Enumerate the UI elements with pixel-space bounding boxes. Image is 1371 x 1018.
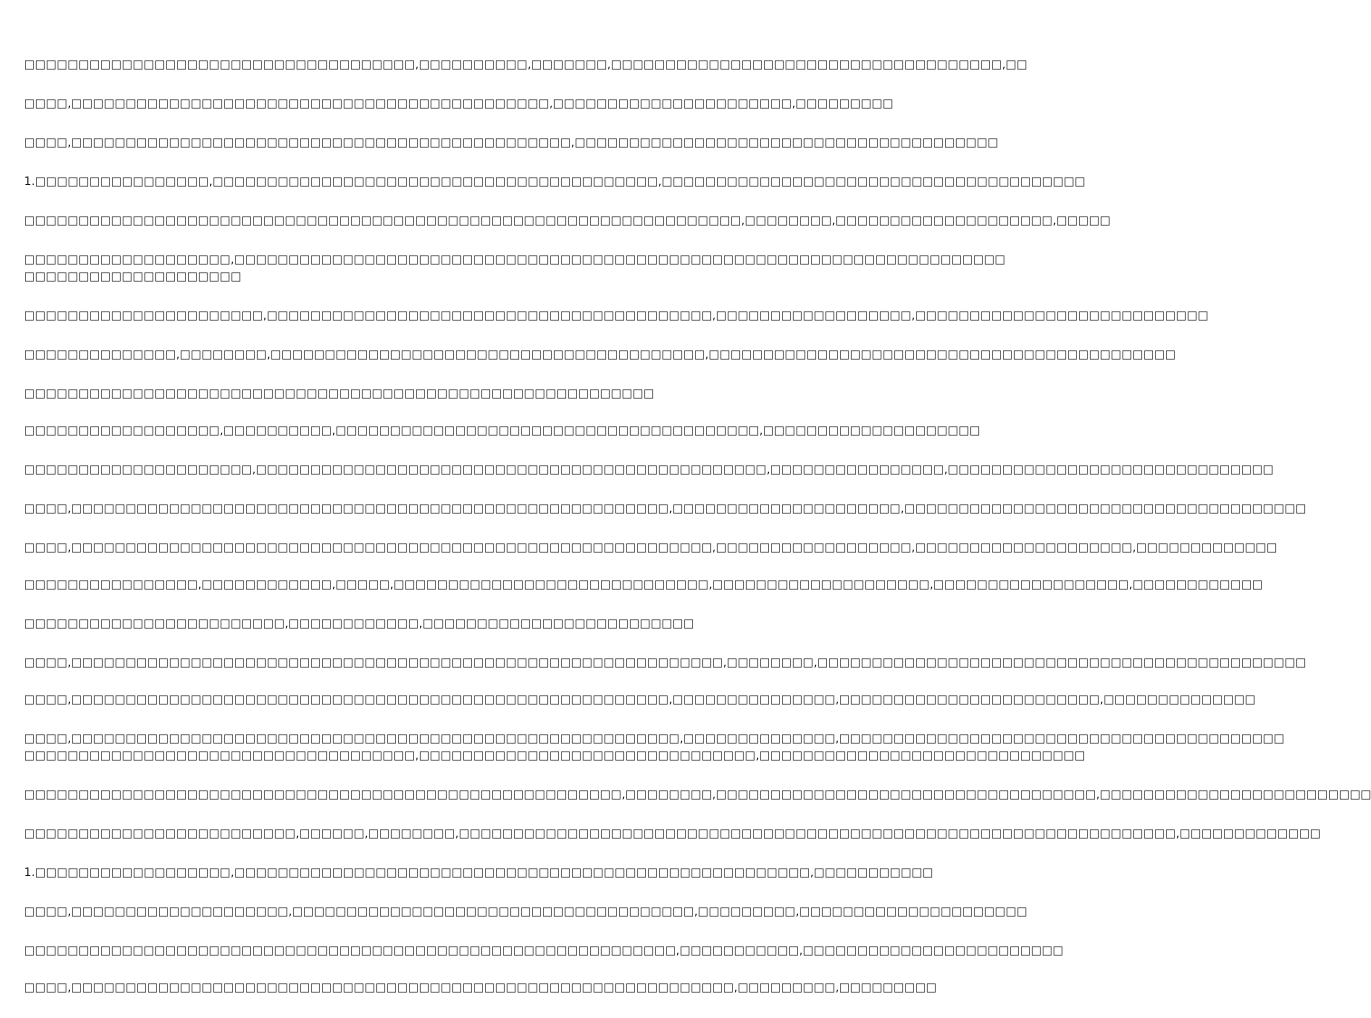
paragraph: □□□□□□□□□□□□□□,□□□□□□□□,□□□□□□□□□□□□□□□□□□□□□□□□□□□□□□□□□□□□□□□□,□□□□□□□□□□□□□□□□□□□□□□□□□□□□□□□□□□□□□□□□□□□ bbox=[24, 346, 1176, 361]
paragraph: □□□□,□□□□□□□□□□□□□□□□□□□□,□□□□□□□□□□□□□□□□□□□□□□□□□□□□□□□□□□□□□,□□□□□□□□□,□□□□□□□□□□□□□□□□□□□□□ bbox=[24, 903, 1028, 918]
paragraph: □□□□,□□□□□□□□□□□□□□□□□□□□□□□□□□□□□□□□□□□□□□□□□□□□□□□□□□□□□□□□□□□,□□□□□□□□□□□□□□□□□□,□□□□□□□□□□□□□□□□□□□□,□□□□□□□□□□□□□ bbox=[24, 539, 1278, 554]
paragraph: □□□□,□□□□□□□□□□□□□□□□□□□□□□□□□□□□□□□□□□□□□□□□□□□□□□□□□□□□□□□,□□□□□□□□□□□□□□□□□□□□□,□□□□□□□□□□□□□□□□□□□□□□□□□□□□□□□□□□□□□ bbox=[24, 500, 1307, 515]
paragraph: □□□□□□□□□□□□□□□□□□□□□□□□□,□□□□□□,□□□□□□□□,□□□□□□□□□□□□□□□□□□□□□□□□□□□□□□□□□□□□□□□□□□□□□□□□□□□□□□□□□□□□□□□□□□,□□□□□□□□□□□□□ bbox=[24, 825, 1321, 840]
paragraph: □□□□,□□□□□□□□□□□□□□□□□□□□□□□□□□□□□□□□□□□□□□□□□□□□□□□□□□□□□□□,□□□□□□□□□□□□□□□,□□□□□□□□□□□□□□□□□□□□□□□□,□□□□□□□□□□□□□□ bbox=[24, 691, 1256, 706]
paragraph: □□□□□□□□□□□□□□□□□□□□□,□□□□□□□□□□□□□□□□□□□□□□□□□□□□□□□□□□□□□□□□□□□□□□□,□□□□□□□□□□□□□□□□,□□□□□□□□□□□□□□□□□□□□□□□□□□□□□□ bbox=[24, 461, 1274, 476]
paragraph: □□□□□□□□□□□□□□□□□□□□□□□□□□□□□□□□□□□□□□□□□□□□□□□□□□□□□□□□□□ bbox=[24, 385, 655, 400]
paragraph: □□□□□□□□□□□□□□□□□□□□□□□□□□□□□□□□□□□□,□□□□□□□□□□,□□□□□□□,□□□□□□□□□□□□□□□□□□□□□□□□□□□□□□□□□□□□,□□ bbox=[24, 56, 1028, 71]
paragraph: □□□□□□□□□□□□□□□□□□□□□□,□□□□□□□□□□□□□□□□□□□□□□□□□□□□□□□□□□□□□□□□□,□□□□□□□□□□□□□□□□□□,□□□□□□□□□□□□□□□□□□□□□□□□□□□ bbox=[24, 307, 1209, 322]
paragraph: □□□□,□□□□□□□□□□□□□□□□□□□□□□□□□□□□□□□□□□□□□□□□□□□□□□□□□□□□□□□□,□□□□□□□□□□□□□□,□□□□□□□□□□□□□□□□□□□□□□□□□□□□□□□□□□□□□□□□□ □□□□□□□□□□□□□□□□□□□□□□□□□□□□□□□□□□□□,□□□□□□□□□□□□□□□□□□□□□□□□□□□□□□□,□□□□□□□□□□□□□□□□□□□□□□□□□□□□□□ bbox=[24, 730, 1285, 762]
paragraph: □□□□,□□□□□□□□□□□□□□□□□□□□□□□□□□□□□□□□□□□□□□□□□□□□,□□□□□□□□□□□□□□□□□□□□□□,□□□□□□□□□ bbox=[24, 95, 894, 110]
paragraph: □□□□,□□□□□□□□□□□□□□□□□□□□□□□□□□□□□□□□□□□□□□□□□□□□□□,□□□□□□□□□□□□□□□□□□□□□□□□□□□□□□□□□□□□□□□ bbox=[24, 134, 999, 149]
paragraph: □□□□□□□□□□□□□□□□□□,□□□□□□□□□□,□□□□□□□□□□□□□□□□□□□□□□□□□□□□□□□□□□□□□□□,□□□□□□□□□□□□□□□□□□□□ bbox=[24, 422, 981, 437]
paragraph: □□□□□□□□□□□□□□□□□□□□□□□□□□□□□□□□□□□□□□□□□□□□□□□□□□□□□□□,□□□□□□□□,□□□□□□□□□□□□□□□□□□□□□□□□□□□□□□□□□□□,□□□□□□□□□□□□□□□□□□□□□□□□□ bbox=[24, 786, 1371, 801]
paragraph: □□□□□□□□□□□□□□□□□□□□□□□□,□□□□□□□□□□□□,□□□□□□□□□□□□□□□□□□□□□□□□□ bbox=[24, 615, 695, 630]
paragraph: □□□□□□□□□□□□□□□□□□□□□□□□□□□□□□□□□□□□□□□□□□□□□□□□□□□□□□□□□□□□□□□□□□,□□□□□□□□,□□□□□□□□□□□□□□□□□□□□,□□□□□ bbox=[24, 212, 1111, 227]
paragraph: 1.□□□□□□□□□□□□□□□□,□□□□□□□□□□□□□□□□□□□□□□□□□□□□□□□□□□□□□□□□□,□□□□□□□□□□□□□□□□□□□□□□□□□□□□□□□□□□□□□□□ bbox=[24, 173, 1086, 188]
paragraph: □□□□□□□□□□□□□□□□,□□□□□□□□□□□□,□□□□□,□□□□□□□□□□□□□□□□□□□□□□□□□□□□□,□□□□□□□□□□□□□□□□□□□□,□□□□□□□□□□□□□□□□□□,□□□□□□□□□□□□ bbox=[24, 576, 1263, 591]
paragraph: □□□□□□□□□□□□□□□□□□□□□□□□□□□□□□□□□□□□□□□□□□□□□□□□□□□□□□□□□□□□,□□□□□□□□□□□,□□□□□□□□□□□□□□□□□□□□□□□□ bbox=[24, 942, 1064, 957]
paragraph: □□□□,□□□□□□□□□□□□□□□□□□□□□□□□□□□□□□□□□□□□□□□□□□□□□□□□□□□□□□□□□□□□□,□□□□□□□□□,□□□□□□□□□ bbox=[24, 979, 937, 994]
paragraph: □□□□□□□□□□□□□□□□□□□,□□□□□□□□□□□□□□□□□□□□□□□□□□□□□□□□□□□□□□□□□□□□□□□□□□□□□□□□□□□□□□□□□□□□□□□ □□□□□□□□□□□□□□□□□□□□ bbox=[24, 251, 1006, 283]
paragraph: 1.□□□□□□□□□□□□□□□□□□,□□□□□□□□□□□□□□□□□□□□□□□□□□□□□□□□□□□□□□□□□□□□□□□□□□□□□,□□□□□□□□□□□ bbox=[24, 864, 934, 879]
paragraph: □□□□,□□□□□□□□□□□□□□□□□□□□□□□□□□□□□□□□□□□□□□□□□□□□□□□□□□□□□□□□□□□□,□□□□□□□□,□□□□□□□□□□□□□□□□□□□□□□□□□□□□□□□□□□□□□□□□□□□□□ bbox=[24, 654, 1307, 669]
